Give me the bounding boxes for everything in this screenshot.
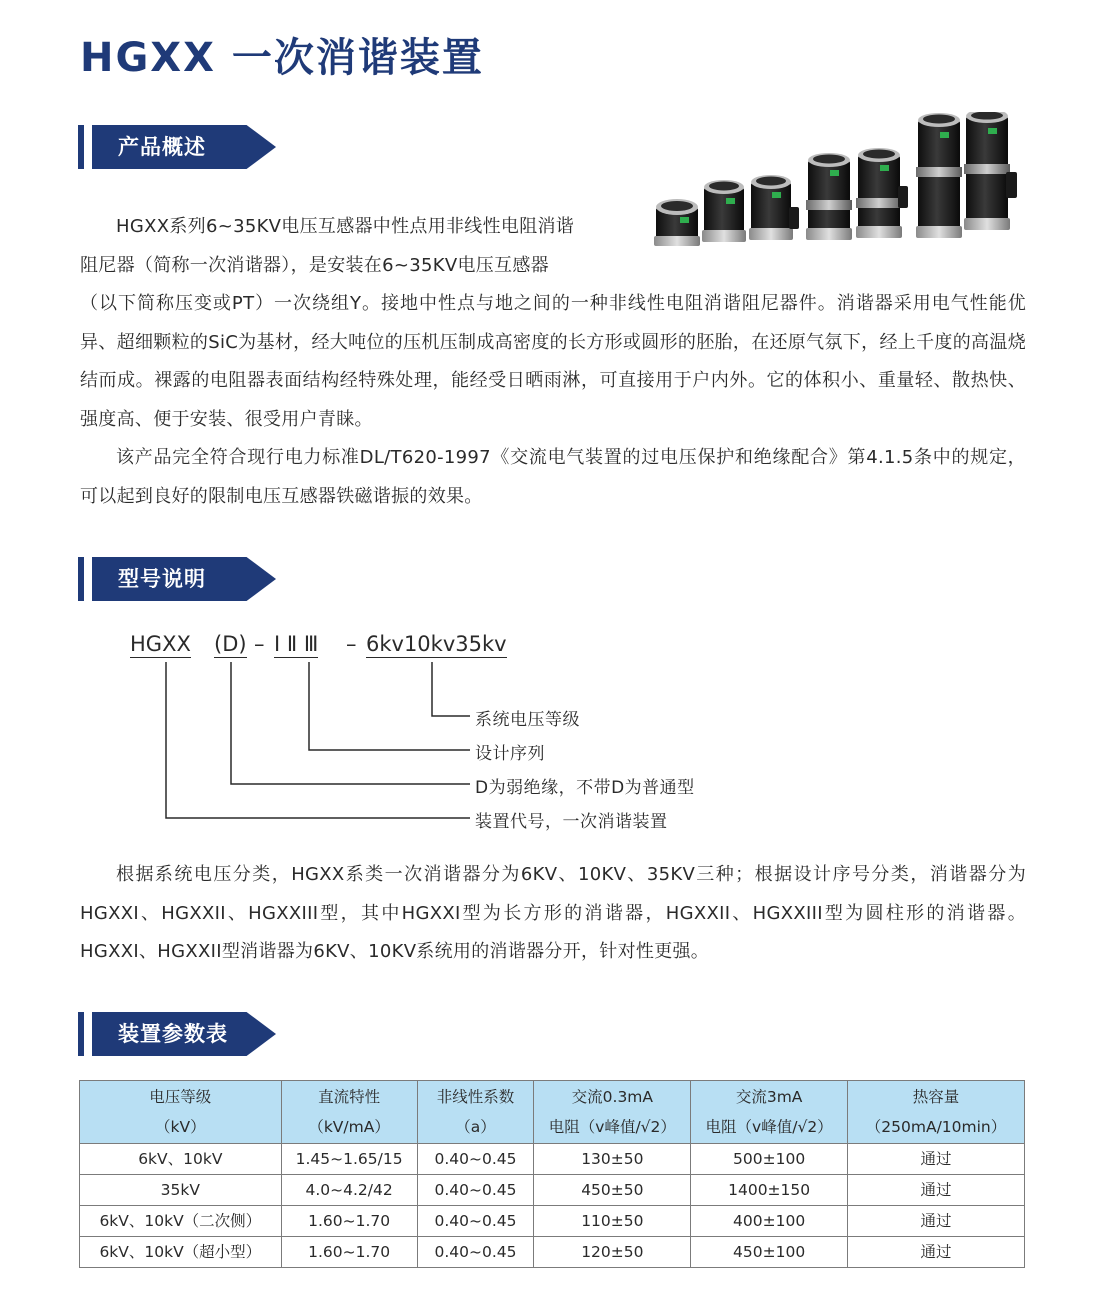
model-code-dash-2: – [346, 632, 357, 656]
table-cell: 1.60~1.70 [281, 1206, 417, 1237]
table-row [80, 1237, 1025, 1268]
table-header-cell: 非线性系数 （a） [417, 1081, 534, 1144]
table-cell: 通过 [848, 1144, 1025, 1175]
model-code-voltage: 6kv10kv35kv [366, 632, 507, 656]
diagram-label-design-series: 设计序列 [475, 744, 545, 764]
table-cell: 6kV、10kV（超小型） [80, 1237, 282, 1268]
section-title-params: 装置参数表 [118, 1022, 228, 1046]
model-description: 根据系统电压分类，HGXX系类一次消谐器分为6KV、10KV、35KV三种；根据设计序号分类，消谐器分为HGXXI、HGXXII、HGXXIII型，其中HGXXI型为长方形的消谐器，HGXXII、HGXXIII型为圆柱形的消谐器。HGXXI、HGXXII型消谐器为6KV、10KV系统用的消谐器分开，针对性更强。 [80, 864, 1026, 962]
table-header-row [80, 1081, 1025, 1144]
diagram-label-device-code: 装置代号，一次消谐装置 [475, 812, 668, 832]
table-cell: 4.0~4.2/42 [281, 1175, 417, 1206]
table-cell: 500±100 [691, 1144, 848, 1175]
parameter-table [79, 1080, 1025, 1268]
page-title: HGXX 一次消谐装置 [80, 35, 484, 81]
table-cell: 400±100 [691, 1206, 848, 1237]
overview-line-2: 阻尼器（简称一次消谐器），是安装在6~35KV电压互感器 [80, 254, 549, 276]
table-cell: 通过 [848, 1206, 1025, 1237]
table-header-cell: 交流0.3mA 电阻（v峰值/√2） [534, 1081, 691, 1144]
table-cell: 6kV、10kV [80, 1144, 282, 1175]
overview-line-1: HGXX系列6~35KV电压互感器中性点用非线性电阻消谐 [116, 216, 575, 237]
table-header-cell: 热容量 （250mA/10min） [848, 1081, 1025, 1144]
diagram-label-voltage-level: 系统电压等级 [475, 710, 580, 730]
table-row [80, 1206, 1025, 1237]
table-cell: 0.40~0.45 [417, 1144, 534, 1175]
table-cell: 130±50 [534, 1144, 691, 1175]
diagram-label-insulation: D为弱绝缘，不带D为普通型 [475, 778, 695, 798]
table-header-cell: 电压等级 （kV） [80, 1081, 282, 1144]
model-code-insulation: (D) [214, 632, 247, 656]
table-cell: 0.40~0.45 [417, 1206, 534, 1237]
table-row [80, 1175, 1025, 1206]
table-cell: 1.60~1.70 [281, 1237, 417, 1268]
section-title-overview: 产品概述 [118, 135, 206, 159]
table-header-cell: 直流特性 （kV/mA） [281, 1081, 417, 1144]
table-cell: 0.40~0.45 [417, 1175, 534, 1206]
table-cell: 35kV [80, 1175, 282, 1206]
model-code-design-series: Ⅰ Ⅱ Ⅲ [274, 632, 319, 656]
table-cell: 1.45~1.65/15 [281, 1144, 417, 1175]
model-code-dash-1: – [254, 632, 265, 656]
table-cell: 6kV、10kV（二次侧） [80, 1206, 282, 1237]
table-cell: 通过 [848, 1175, 1025, 1206]
overview-paragraph-2: 该产品完全符合现行电力标准DL/T620-1997《交流电气装置的过电压保护和绝缘配合》第4.1.5条中的规定，可以起到良好的限制电压互感器铁磁谐振的效果。 [80, 447, 1026, 507]
table-cell: 450±50 [534, 1175, 691, 1206]
overview-paragraph-1: （以下简称压变或PT）一次绕组Y。接地中性点与地之间的一种非线性电阻消谐阻尼器件。消谐器采用电气性能优异、超细颗粒的SiC为基材，经大吨位的压机压制成高密度的长方形或圆形的胚胎，在还原气氛下，经上千度的高温烧结而成。裸露的电阻器表面结构经特殊处理，能经受日晒雨淋，可直接用于户内外。它的体积小、重量轻、散热快、强度高、便于安装、很受用户青睐。 [80, 293, 1026, 430]
table-cell: 1400±150 [691, 1175, 848, 1206]
table-cell: 0.40~0.45 [417, 1237, 534, 1268]
table-cell: 通过 [848, 1237, 1025, 1268]
table-header-cell: 交流3mA 电阻（v峰值/√2） [691, 1081, 848, 1144]
section-header-params [78, 1012, 278, 1056]
table-cell: 120±50 [534, 1237, 691, 1268]
table-cell: 110±50 [534, 1206, 691, 1237]
table-row [80, 1144, 1025, 1175]
table-cell: 450±100 [691, 1237, 848, 1268]
section-title-model: 型号说明 [118, 567, 206, 591]
model-code-series: HGXX [130, 632, 191, 656]
